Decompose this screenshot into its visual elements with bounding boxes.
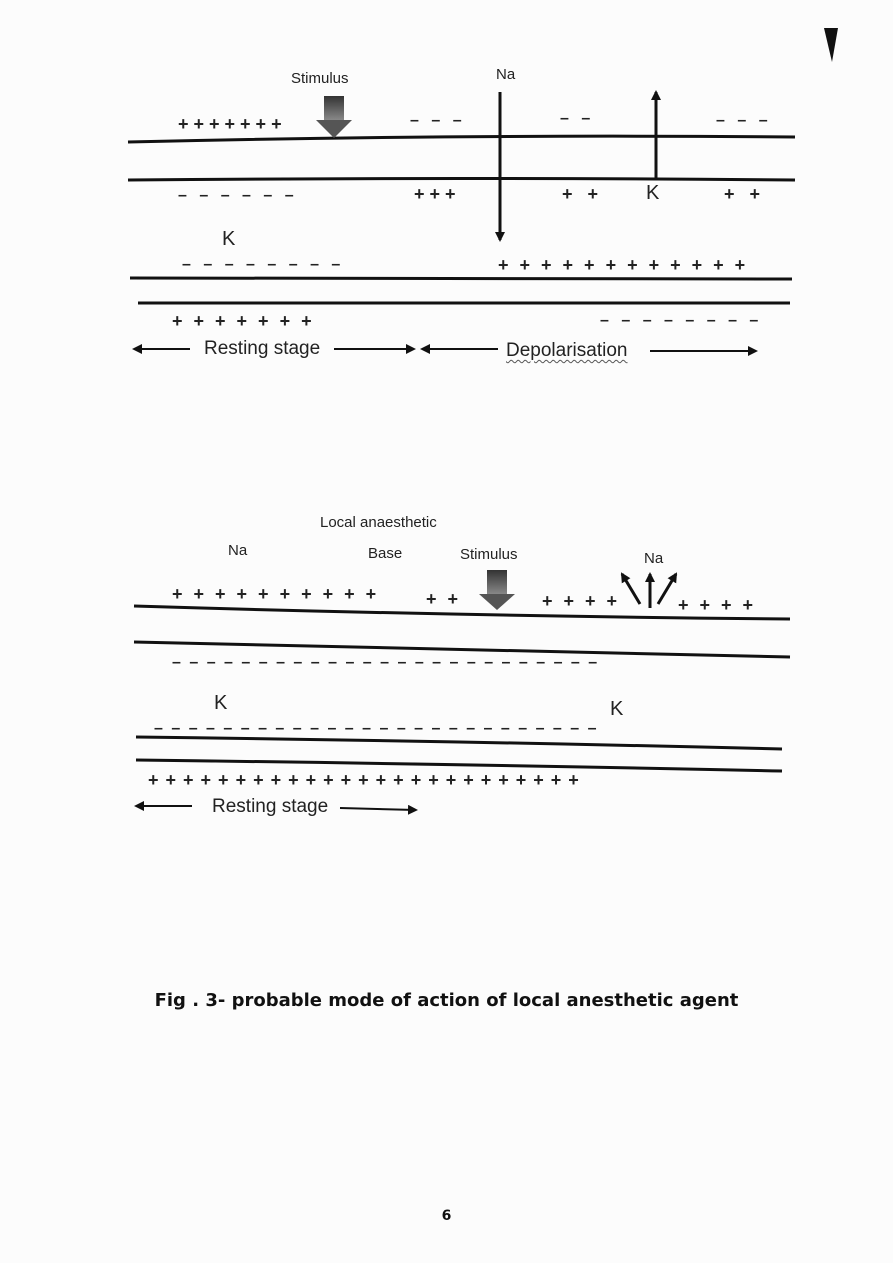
top-k-label-mid: K (646, 182, 660, 204)
top-inner-minus-left: – – – – – – (178, 187, 298, 204)
bottom-k-left-label: K (214, 692, 228, 714)
bottom-inner-minus: – – – – – – – – – – – – – – – – – – – – – – – – – (172, 654, 600, 671)
bottom-base-label: Base (368, 545, 403, 562)
top-inner-plus-1: +++ (414, 184, 461, 204)
bottom-resting-stage-label: Resting stage (212, 796, 329, 817)
top-inner-plus-2: + + (562, 184, 604, 204)
top-outer-plus-left: +++++++ (178, 114, 287, 134)
top-depolarisation-label: Depolarisation (506, 340, 628, 361)
bottom-na-burst-arrows (622, 574, 676, 608)
top-stimulus-label: Stimulus (291, 70, 349, 87)
page-number: 6 (441, 1208, 452, 1224)
top-membrane-inner-line (128, 179, 795, 181)
top-membrane2-plus-right: + + + + + + + + + + + + (498, 255, 749, 275)
top-membrane2-minus-left: – – – – – – – – (182, 256, 345, 273)
top-outer-minus-1: – – – (410, 112, 466, 129)
bottom-outer-plus-right1: + + + + (542, 591, 621, 611)
bottom-outer-plus-left: + + + + + + + + + + (172, 584, 380, 604)
bottom-membrane2-minus: – – – – – – – – – – – – – – – – – – – – – – – – – – (154, 720, 599, 737)
top-membrane-outer-line (128, 136, 795, 142)
top-stimulus-arrow (316, 96, 352, 138)
bottom-membrane2-plus: + + + + + + + + + + + + + + + + + + + + + + + + + (148, 770, 580, 790)
bottom-membrane2-line-a (136, 737, 782, 749)
bottom-resting-right-arrow (340, 808, 416, 810)
bottom-na-right-label: Na (644, 550, 664, 567)
top-resting-stage-label: Resting stage (204, 338, 321, 359)
bottom-outer-plus-right2: + + + + (678, 595, 757, 615)
top-na-label: Na (496, 66, 516, 83)
top-membrane2-line-a (130, 278, 792, 279)
top-k-label-left: K (222, 228, 236, 250)
bottom-local-anaesthetic-label: Local anaesthetic (320, 514, 437, 531)
top-outer-minus-3: – – – (716, 112, 772, 129)
bottom-stimulus-arrow (479, 570, 515, 610)
top-inner-plus-3: + + (724, 184, 766, 204)
bottom-na-left-label: Na (228, 542, 248, 559)
top-outer-minus-2: – – (560, 110, 595, 127)
top-membrane2-minus-right: – – – – – – – – (600, 312, 763, 329)
bottom-outer-plus-mid: + + (426, 589, 462, 609)
top-membrane2-plus-left: + + + + + + + (172, 311, 315, 331)
figure-caption: Fig . 3- probable mode of action of local anesthetic agent (154, 990, 739, 1011)
bottom-stimulus-label: Stimulus (460, 546, 518, 563)
bottom-k-right-label: K (610, 698, 624, 720)
